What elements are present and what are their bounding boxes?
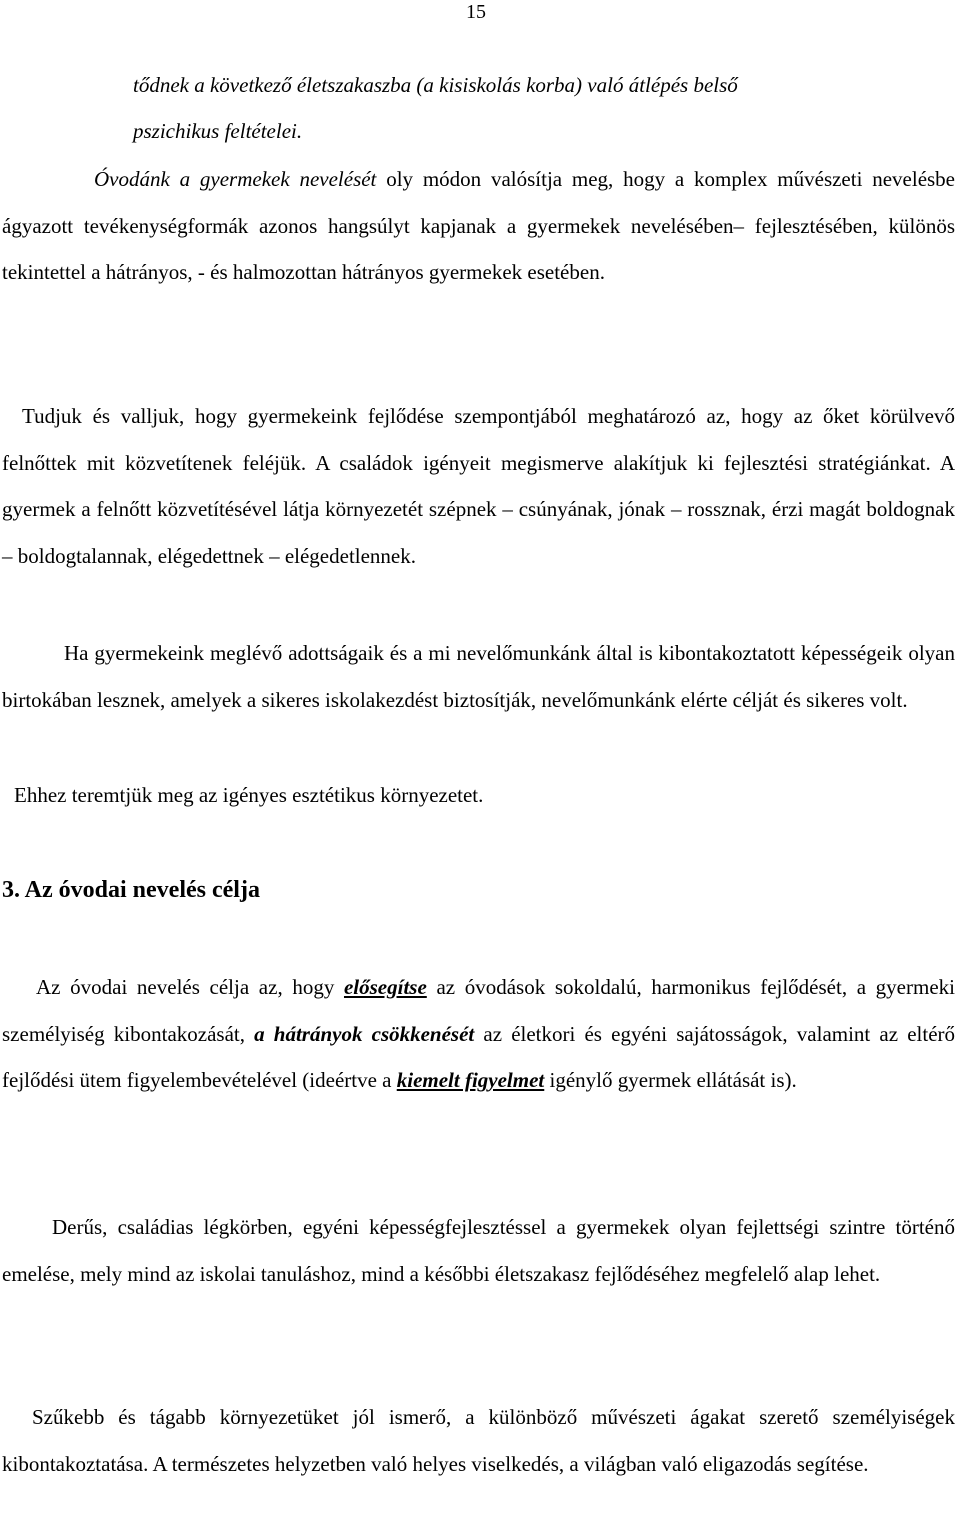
paragraph-text: az életkori és egyéni sajátosságok, valamint az eltérő fejlődési ütem figyelembevételével (ideértve a	[2, 1021, 956, 1092]
paragraph-text: Az óvodai nevelés célja az, hogy	[36, 975, 344, 999]
paragraph-personalities	[2, 1394, 955, 1487]
paragraph-environment	[2, 772, 955, 819]
paragraph-kindergarten-education	[2, 156, 955, 296]
paragraph-text: Ehhez teremtjük meg az igényes esztétikus környezetet.	[14, 783, 484, 807]
paragraph-text: igénylő gyermek ellátását is).	[544, 1068, 797, 1092]
paragraph-development	[2, 393, 955, 579]
paragraph-text: Tudjuk és valljuk, hogy gyermekeink fejlődése szempontjából meghatározó az, hogy az őket körülvevő felnőttek mit közvetítenek feléjük. A családok igényeit megismerve alakítjuk ki fejlesztési stratégiánkat. A gyermek a felnőtt közvetítésével látja környezetét szépnek – csúnyának, jónak – rossznak, érzi magát boldognak – boldogtalannak, elégedettnek – elégedetlennek.	[2, 404, 955, 568]
page-number: 15	[466, 1, 486, 23]
section-heading: 3. Az óvodai nevelés célja	[2, 877, 260, 903]
emphasis-special-attention: kiemelt figyelmet	[396, 1068, 545, 1092]
paragraph-text: Szűkebb és tágabb környezetüket jól ismerő, a különböző művészeti ágakat szerető személyiségek kibontakoztatása. A természetes helyzetben való helyes viselkedés, a világban való eligazodás segítése.	[2, 1405, 955, 1476]
emphasis-promote: elősegítse	[343, 975, 427, 999]
paragraph-text: Derűs, családias légkörben, egyéni képességfejlesztéssel a gyermekek olyan fejlettségi szintre történő emelése, mely mind az iskolai tanuláshoz, mind a későbbi életszakasz fejlődéséhez megfelelő alap lehet.	[2, 1215, 955, 1286]
intro-text	[133, 62, 955, 154]
paragraph-abilities	[2, 630, 955, 723]
intro-line-1: tődnek a következő életszakaszba (a kisiskolás korba) való átlépés belső	[133, 73, 738, 97]
paragraph-text: oly módon valósítja meg, hogy a komplex művészeti nevelésbe ágyazott tevékenységformák azonos hangsúlyt kapjanak a gyermekek nevelésében– fejlesztésében, különös tekintettel a hátrányos, - és halmozottan hátrányos gyermekek esetében.	[2, 167, 956, 284]
paragraph-atmosphere	[2, 1204, 955, 1297]
emphasis-reduce-disadvantages: a hátrányok csökkenését	[254, 1021, 475, 1046]
paragraph-goal	[2, 964, 955, 1104]
paragraph-text: Ha gyermekeink meglévő adottságaik és a mi nevelőmunkánk által is kibontakoztatott képességeik olyan birtokában lesznek, amelyek a sikeres iskolakezdést biztosítják, nevelőmunkánk elérte célját és sikeres volt.	[2, 641, 955, 712]
paragraph-text: az óvodások sokoldalú, harmonikus fejlődését, a gyermeki személyiség kibontakozását,	[2, 975, 955, 1046]
intro-line-2: pszichikus feltételei.	[133, 119, 303, 143]
paragraph-emphasis: Óvodánk a gyermekek nevelését	[94, 167, 377, 191]
